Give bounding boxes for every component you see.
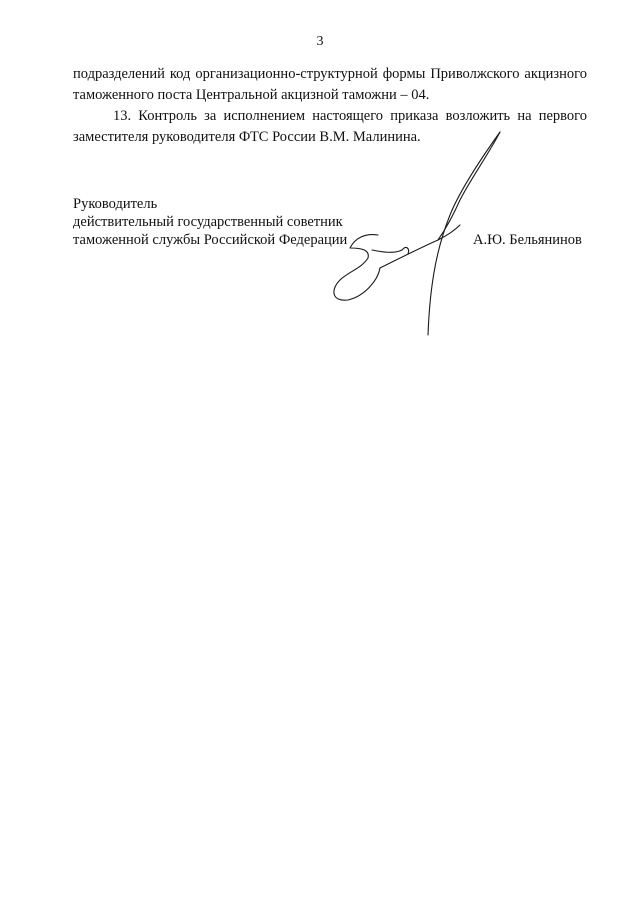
page-number: 3 <box>316 34 324 49</box>
signatory-title <box>73 195 347 249</box>
paragraph-item-13: 13. Контроль за исполнением настоящего приказа возложить на первого заместителя руководителя ФТС России В.М. Малинина. <box>73 108 587 145</box>
paragraph-continuation: подразделений код организационно-структурной формы Приволжского акцизного таможенного поста Центральной акцизной таможни – 04. <box>73 66 587 103</box>
signatory-title-line: действительный государственный советник <box>73 214 343 230</box>
signatory-title-line: таможенной службы Российской Федерации <box>73 232 348 248</box>
signatory-title-line: Руководитель <box>73 196 158 212</box>
signatory-name: А.Ю. Бельянинов <box>473 232 582 248</box>
